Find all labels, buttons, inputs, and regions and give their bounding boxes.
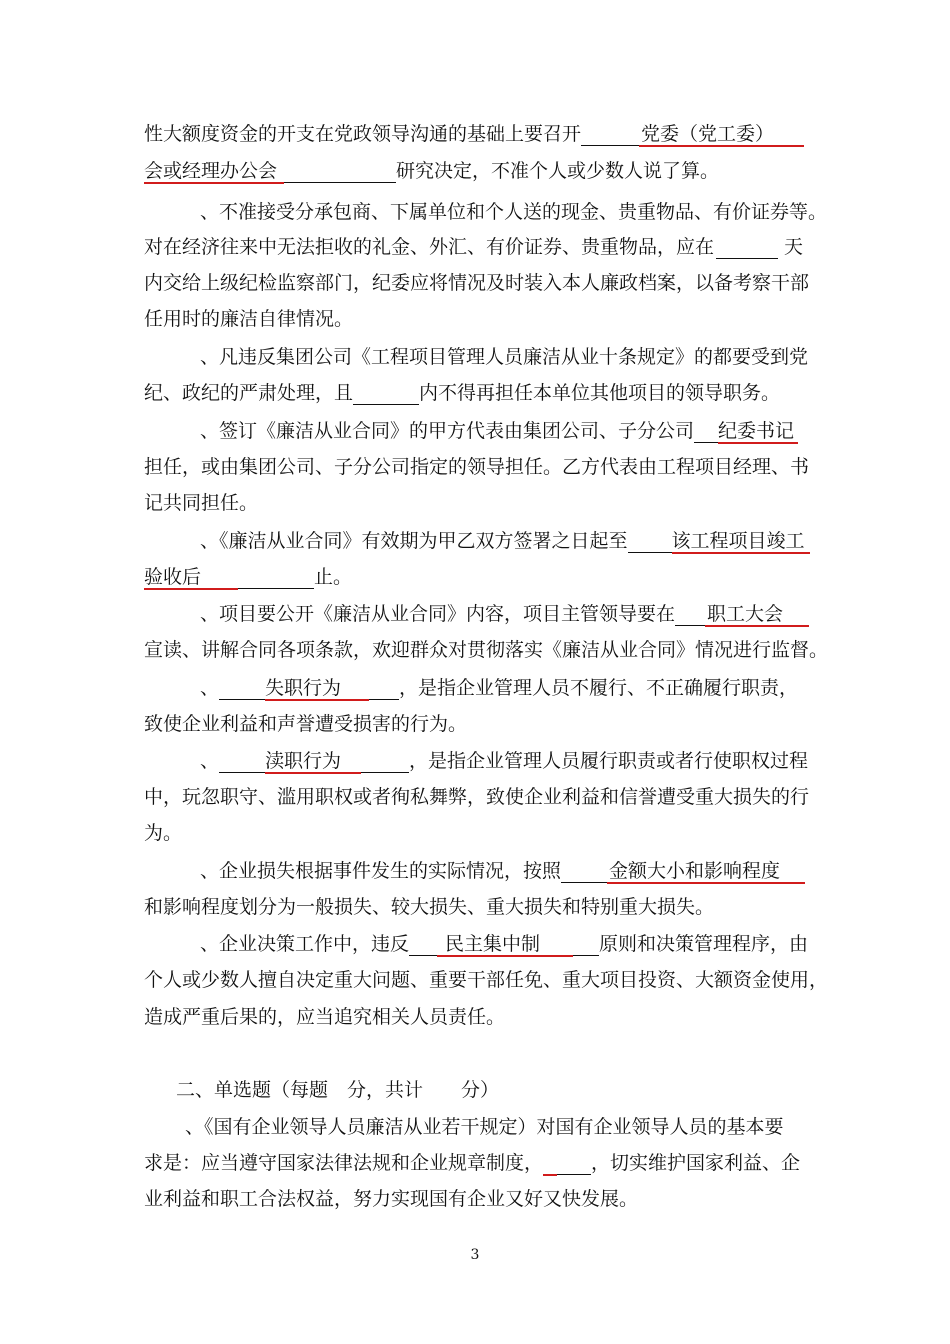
text: 担任，或由集团公司、子分公司指定的领导担任。乙方代表由工程项目经理、书 <box>144 456 810 478</box>
blank-underline <box>716 232 778 259</box>
text-line <box>144 892 714 922</box>
text: 记共同担任。 <box>144 492 259 514</box>
text: 研究决定，不准个人或少数人说了算。 <box>396 160 720 182</box>
text-line <box>200 599 809 629</box>
text-line <box>200 746 808 776</box>
text-line <box>185 1112 784 1142</box>
text: 、项目要公开《廉洁从业合同》内容，项目主管领导要在 <box>200 603 676 625</box>
blank-underline <box>238 562 314 589</box>
text-line <box>200 197 827 227</box>
text: 、 <box>200 750 220 772</box>
text-line <box>144 232 803 262</box>
text: 、企业决策工作中，违反 <box>200 933 410 955</box>
blank-underline <box>543 1148 591 1175</box>
text-line <box>200 856 805 886</box>
blank-underline <box>561 856 607 883</box>
answer-meeting: 会或经理办公会 <box>144 156 284 184</box>
text-line <box>144 709 467 739</box>
text: 、企业损失根据事件发生的实际情况，按照 <box>200 860 562 882</box>
text: ，是指企业管理人员不履行、不正确履行职责， <box>399 677 799 699</box>
text: 止。 <box>314 566 353 588</box>
text: 内交给上级纪检监察部门，纪委应将情况及时装入本人廉政档案，以备考察干部 <box>144 272 810 294</box>
text: ，是指企业管理人员履行职责或者行使职权过程 <box>409 750 809 772</box>
text-line <box>144 965 828 995</box>
blank-underline <box>219 673 265 700</box>
text: 、不准接受分承包商、下属单位和个人送的现金、贵重物品、有价证券等。 <box>200 201 828 223</box>
text: 宣读、讲解合同各项条款，欢迎群众对贯彻落实《廉洁从业合同》情况进行监督。 <box>144 639 829 661</box>
text-line <box>144 488 258 518</box>
text: 致使企业利益和声誉遭受损害的行为。 <box>144 713 468 735</box>
text: 、签订《廉洁从业合同》的甲方代表由集团公司、子分公司 <box>200 420 695 442</box>
red-mark <box>543 1174 557 1176</box>
blank-underline <box>369 673 399 700</box>
text-line <box>144 1002 505 1032</box>
text-line <box>144 1184 638 1214</box>
text-line <box>144 156 719 186</box>
text: 、凡违反集团公司《工程项目管理人员廉洁从业十条规定》的都要受到党 <box>200 346 809 368</box>
text-line <box>200 673 798 703</box>
blank-underline <box>353 378 419 405</box>
text: 对在经济往来中无法拒收的礼金、外汇、有价证券、贵重物品，应在 <box>144 236 715 258</box>
page-number: 3 <box>470 1247 480 1263</box>
answer-staff-congress: 职工大会 <box>705 599 809 627</box>
section-heading <box>176 1075 499 1105</box>
text-line <box>144 304 353 334</box>
text: 纪、政纪的严肃处理，且 <box>144 382 354 404</box>
text: 个人或少数人擅自决定重大问题、重要干部任免、重大项目投资、大额资金使用， <box>144 969 829 991</box>
text: 、《廉洁从业合同》有效期为甲乙双方签署之日起至 <box>200 530 628 552</box>
text-line <box>144 268 809 298</box>
answer-project-completion: 该工程项目竣工 <box>672 526 810 554</box>
answer-after-acceptance: 验收后 <box>144 562 238 590</box>
answer-amount-impact: 金额大小和影响程度 <box>607 856 805 884</box>
answer-dereliction: 失职行为 <box>265 673 369 701</box>
text-line <box>200 342 808 372</box>
blank-underline <box>573 929 599 956</box>
text-line <box>144 119 804 149</box>
blank-underline <box>219 746 265 773</box>
text-line <box>200 929 808 959</box>
text: 天 <box>784 236 804 258</box>
text: 、《国有企业领导人员廉洁从业若干规定）对国有企业领导人员的基本要 <box>185 1116 784 1138</box>
text: 中，玩忽职守、滥用职权或者徇私舞弊，致使企业利益和信誉遭受重大损失的行 <box>144 786 810 808</box>
heading-text: 二、单选题（每题 分，共计 分） <box>176 1079 500 1101</box>
text: 造成严重后果的，应当追究相关人员责任。 <box>144 1006 506 1028</box>
text-line <box>144 635 828 665</box>
blank-underline <box>409 929 437 956</box>
text: 为。 <box>144 822 183 844</box>
text: 原则和决策管理程序，由 <box>599 933 809 955</box>
answer-party-committee: 党委（党工委） <box>639 119 804 147</box>
blank-underline <box>284 156 396 183</box>
text-line <box>144 452 809 482</box>
text-line <box>144 378 780 408</box>
text: 业利益和职工合法权益，努力实现国有企业又好又快发展。 <box>144 1188 639 1210</box>
text-line <box>144 782 809 812</box>
text-line <box>144 562 352 592</box>
answer-democratic-centralism: 民主集中制 <box>437 929 573 957</box>
text: 和影响程度划分为一般损失、较大损失、重大损失和特别重大损失。 <box>144 896 715 918</box>
blank-underline <box>581 119 639 146</box>
text-line <box>200 416 798 446</box>
blank-underline <box>694 416 718 443</box>
text: 、 <box>200 677 220 699</box>
blank-underline <box>675 599 705 626</box>
blank-underline <box>628 526 672 553</box>
text-line <box>200 526 810 556</box>
text-line <box>144 818 182 848</box>
answer-discipline-secretary: 纪委书记 <box>718 416 798 444</box>
text: 求是：应当遵守国家法律法规和企业规章制度， <box>144 1152 544 1174</box>
blank-underline <box>361 746 409 773</box>
text: 性大额度资金的开支在党政领导沟通的基础上要召开 <box>144 123 582 145</box>
text: 任用时的廉洁自律情况。 <box>144 308 354 330</box>
answer-malfeasance: 渎职行为 <box>265 746 361 774</box>
text-line <box>144 1148 800 1178</box>
text: ，切实维护国家利益、企 <box>591 1152 801 1174</box>
text: 内不得再担任本单位其他项目的领导职务。 <box>419 382 781 404</box>
